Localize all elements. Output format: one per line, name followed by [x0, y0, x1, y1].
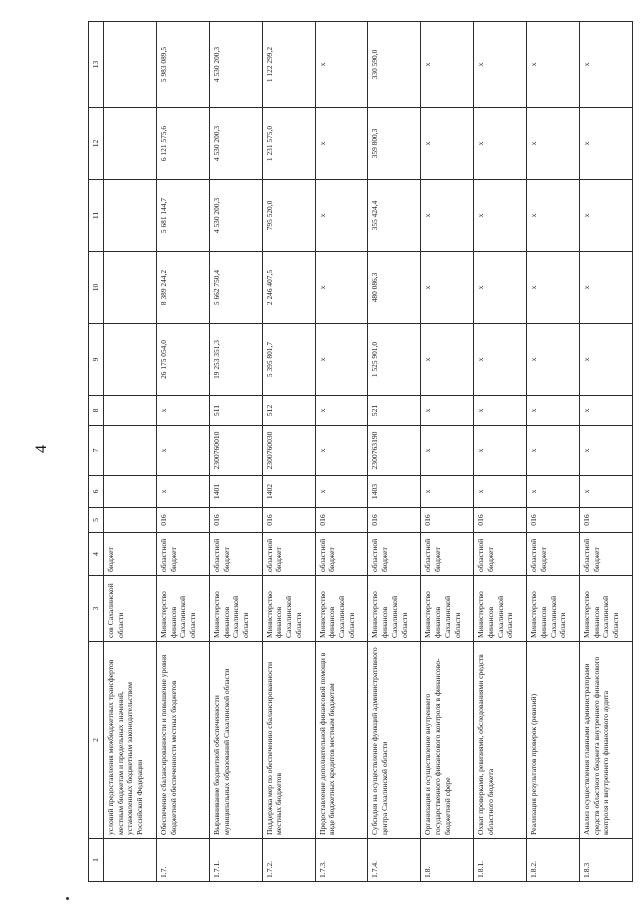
column-number-row [89, 22, 104, 882]
amount-total-cell: 5 395 801,7 [262, 324, 315, 396]
expense-type-cell: х [315, 396, 368, 426]
amount-cell: 4 530 200,3 [209, 180, 262, 252]
section-code-cell: х [421, 476, 474, 508]
item-number-cell: 1.8.1. [474, 839, 527, 882]
amount-cell: 5 681 144,7 [156, 180, 209, 252]
column-number-cell: 3 [89, 576, 104, 642]
column-number-cell: 7 [89, 426, 104, 476]
amount-total-cell: х [315, 324, 368, 396]
amount-cell: х [527, 108, 580, 180]
item-number-cell: 1.7. [156, 839, 209, 882]
source-cell: областной бюджет [262, 533, 315, 576]
amount-cell [104, 22, 157, 108]
grbs-code-cell: 016 [156, 508, 209, 533]
activity-cell: Анализ осуществления главными администраторами средств областного бюджета внутреннего финансового контроля и внутреннего финансового аудита [580, 642, 633, 839]
amount-cell [104, 252, 157, 324]
executor-cell: Министерство финансов Сахалинской области [209, 576, 262, 642]
executor-cell: Министерство финансов Сахалинской области [315, 576, 368, 642]
column-number-cell: 1 [89, 839, 104, 882]
target-article-cell: х [527, 426, 580, 476]
table-row [104, 22, 157, 882]
column-number-cell: 11 [89, 180, 104, 252]
section-code-cell: х [527, 476, 580, 508]
amount-cell: 795 520,0 [262, 180, 315, 252]
item-number-cell: 1.7.1. [209, 839, 262, 882]
executor-cell: Министерство финансов Сахалинской области [474, 576, 527, 642]
target-article-cell [104, 426, 157, 476]
source-cell: областной бюджет [421, 533, 474, 576]
grbs-code-cell: 016 [580, 508, 633, 533]
amount-total-cell: х [580, 324, 633, 396]
amount-cell: х [421, 22, 474, 108]
item-number-cell: 1.7.2. [262, 839, 315, 882]
table-row [315, 22, 368, 882]
source-cell: областной бюджет [209, 533, 262, 576]
expense-type-cell: 521 [368, 396, 421, 426]
source-cell: областной бюджет [527, 533, 580, 576]
section-code-cell: х [580, 476, 633, 508]
column-number-cell: 10 [89, 252, 104, 324]
target-article-cell: х [474, 426, 527, 476]
source-cell: областной бюджет [474, 533, 527, 576]
amount-cell: х [421, 180, 474, 252]
source-cell: областной бюджет [580, 533, 633, 576]
amount-cell: х [315, 180, 368, 252]
executor-cell: Министерство финансов Сахалинской области [262, 576, 315, 642]
executor-cell: Министерство финансов Сахалинской области [156, 576, 209, 642]
table-row [368, 22, 421, 882]
amount-cell: х [580, 22, 633, 108]
table-row [421, 22, 474, 882]
target-article-cell: х [580, 426, 633, 476]
amount-cell: х [315, 108, 368, 180]
expense-type-cell: 512 [262, 396, 315, 426]
item-number-cell [104, 839, 157, 882]
amount-total-cell: 19 253 351,3 [209, 324, 262, 396]
amount-cell: 4 530 200,3 [209, 22, 262, 108]
amount-total-cell: х [527, 324, 580, 396]
target-article-cell: 2300763190 [368, 426, 421, 476]
amount-cell: х [580, 180, 633, 252]
column-number-cell: 9 [89, 324, 104, 396]
source-cell: областной бюджет [156, 533, 209, 576]
amount-cell [104, 180, 157, 252]
rotated-table-container [88, 22, 633, 882]
activity-cell: Предоставление дополнительной финансовой помощи в виде бюджетных кредитов местным бюджетам [315, 642, 368, 839]
grbs-code-cell [104, 508, 157, 533]
amount-cell [104, 108, 157, 180]
expense-type-cell: х [527, 396, 580, 426]
grbs-code-cell: 016 [262, 508, 315, 533]
amount-cell: х [527, 180, 580, 252]
section-code-cell: х [474, 476, 527, 508]
amount-cell: 6 121 575,6 [156, 108, 209, 180]
target-article-cell: х [421, 426, 474, 476]
table-row [209, 22, 262, 882]
amount-cell: х [421, 252, 474, 324]
executor-cell: Министерство финансов Сахалинской области [421, 576, 474, 642]
amount-cell: х [474, 22, 527, 108]
grbs-code-cell: 016 [474, 508, 527, 533]
amount-cell: х [580, 252, 633, 324]
page-number: 4 [33, 445, 50, 453]
activity-cell: Субсидия на осуществление функций административного центра Сахалинской области [368, 642, 421, 839]
column-number-cell: 2 [89, 642, 104, 839]
amount-total-cell: 1 525 901,0 [368, 324, 421, 396]
executor-cell: Министерство финансов Сахалинской области [580, 576, 633, 642]
expense-type-cell: х [580, 396, 633, 426]
amount-cell: 330 590,0 [368, 22, 421, 108]
amount-cell: 355 424,4 [368, 180, 421, 252]
executor-cell: сов Сахалинской области [104, 576, 157, 642]
source-cell: областной бюджет [368, 533, 421, 576]
amount-cell: 1 122 299,2 [262, 22, 315, 108]
amount-cell: 480 086,3 [368, 252, 421, 324]
source-cell: областной бюджет [315, 533, 368, 576]
activity-cell: Реализация результатов проверок (ревизий) [527, 642, 580, 839]
target-article-cell: х [315, 426, 368, 476]
column-number-cell: 4 [89, 533, 104, 576]
amount-cell: х [474, 108, 527, 180]
target-article-cell: 2300760030 [262, 426, 315, 476]
table-row [527, 22, 580, 882]
activity-cell: Организация и осуществление внутреннего государственного финансового контроля в финансово-бюджетной сфере [421, 642, 474, 839]
expense-type-cell: х [474, 396, 527, 426]
table-row [580, 22, 633, 882]
amount-cell: 1 231 575,0 [262, 108, 315, 180]
amount-cell: 8 389 244,2 [156, 252, 209, 324]
column-number-cell: 8 [89, 396, 104, 426]
expense-type-cell: 511 [209, 396, 262, 426]
executor-cell: Министерство финансов Сахалинской области [527, 576, 580, 642]
grbs-code-cell: 016 [368, 508, 421, 533]
column-number-cell: 13 [89, 22, 104, 108]
table-row [474, 22, 527, 882]
grbs-code-cell: 016 [421, 508, 474, 533]
budget-table [88, 21, 633, 882]
section-code-cell: 1401 [209, 476, 262, 508]
target-article-cell: х [156, 426, 209, 476]
amount-total-cell: 26 175 054,0 [156, 324, 209, 396]
amount-cell: 2 246 407,5 [262, 252, 315, 324]
amount-cell: х [474, 252, 527, 324]
amount-cell: х [527, 22, 580, 108]
expense-type-cell: х [421, 396, 474, 426]
target-article-cell: 2300760010 [209, 426, 262, 476]
table-row [156, 22, 209, 882]
amount-cell: 5 983 089,5 [156, 22, 209, 108]
activity-cell: Выравнивание бюджетной обеспеченности муниципальных образований Сахалинской области [209, 642, 262, 839]
grbs-code-cell: 016 [527, 508, 580, 533]
activity-cell: условий предоставления межбюджетных трансфертов местным бюджетам и предельных значений, установленных бюджетным законодательством Российской Федерации [104, 642, 157, 839]
column-number-cell: 12 [89, 108, 104, 180]
amount-cell: х [315, 22, 368, 108]
executor-cell: Министерство финансов Сахалинской области [368, 576, 421, 642]
column-number-cell: 5 [89, 508, 104, 533]
item-number-cell: 1.8.3 [580, 839, 633, 882]
amount-cell: 359 800,3 [368, 108, 421, 180]
amount-total-cell: х [474, 324, 527, 396]
item-number-cell: 1.7.4. [368, 839, 421, 882]
expense-type-cell: х [156, 396, 209, 426]
section-code-cell: х [315, 476, 368, 508]
grbs-code-cell: 016 [209, 508, 262, 533]
section-code-cell: 1402 [262, 476, 315, 508]
expense-type-cell [104, 396, 157, 426]
source-cell: бюджет [104, 533, 157, 576]
amount-cell: х [315, 252, 368, 324]
item-number-cell: 1.8.2. [527, 839, 580, 882]
amount-cell: х [421, 108, 474, 180]
section-code-cell: 1403 [368, 476, 421, 508]
activity-cell: Охват проверками, ревизиями, обследованиями средств областного бюджета [474, 642, 527, 839]
activity-cell: Поддержка мер по обеспечению сбалансированности местных бюджетов [262, 642, 315, 839]
section-code-cell [104, 476, 157, 508]
amount-total-cell [104, 324, 157, 396]
section-code-cell: х [156, 476, 209, 508]
grbs-code-cell: 016 [315, 508, 368, 533]
amount-total-cell: х [421, 324, 474, 396]
table-row [262, 22, 315, 882]
amount-cell: х [474, 180, 527, 252]
activity-cell: Обеспечение сбалансированности и повышение уровня бюджетной обеспеченности местных бюджетов [156, 642, 209, 839]
amount-cell: х [527, 252, 580, 324]
scan-speck [66, 897, 69, 900]
column-number-cell: 6 [89, 476, 104, 508]
amount-cell: 5 662 750,4 [209, 252, 262, 324]
item-number-cell: 1.8. [421, 839, 474, 882]
amount-cell: х [580, 108, 633, 180]
amount-cell: 4 530 200,3 [209, 108, 262, 180]
item-number-cell: 1.7.3. [315, 839, 368, 882]
